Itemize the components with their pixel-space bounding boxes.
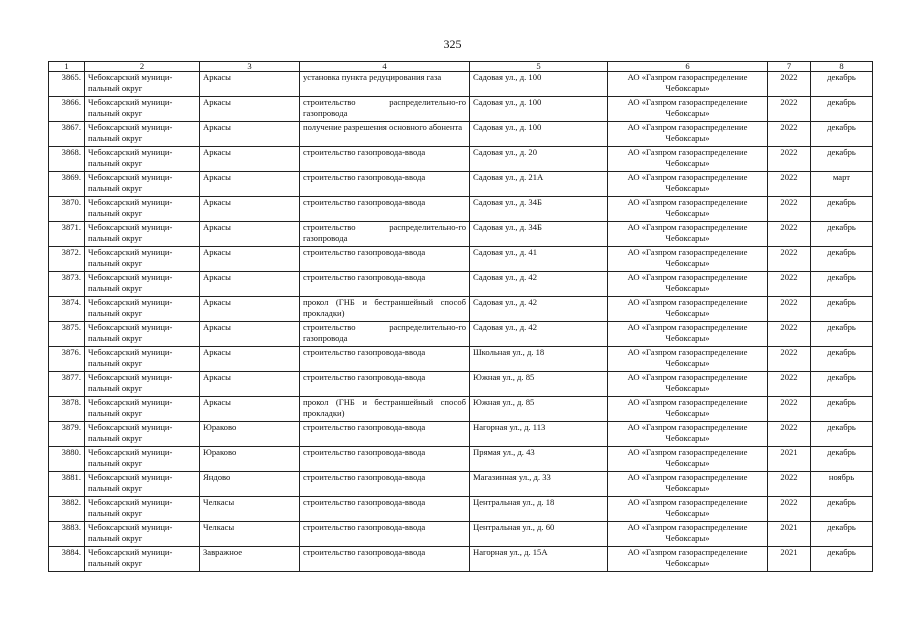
organization-cell: АО «Газпром газораспределение Чебоксары» (608, 172, 768, 197)
column-number: 7 (768, 62, 811, 72)
year-cell: 2022 (768, 422, 811, 447)
settlement-cell: Аркасы (200, 222, 300, 247)
year-cell: 2022 (768, 272, 811, 297)
row-number: 3872. (49, 247, 85, 272)
row-number: 3876. (49, 347, 85, 372)
settlement-cell: Аркасы (200, 347, 300, 372)
district-cell: Чебоксарский муници-пальный округ (85, 422, 200, 447)
page-number: 325 (443, 37, 462, 51)
work-description-cell: строительство газопровода-ввода (300, 197, 470, 222)
address-cell: Садовая ул., д. 21А (470, 172, 608, 197)
table-row (49, 97, 873, 122)
column-number: 2 (85, 62, 200, 72)
district-cell: Чебоксарский муници-пальный округ (85, 197, 200, 222)
address-cell: Прямая ул., д. 43 (470, 447, 608, 472)
year-cell: 2021 (768, 447, 811, 472)
settlement-cell: Аркасы (200, 372, 300, 397)
month-cell: декабрь (811, 122, 873, 147)
month-cell: март (811, 172, 873, 197)
district-cell: Чебоксарский муници-пальный округ (85, 372, 200, 397)
table-row (49, 347, 873, 372)
data-table (48, 61, 873, 572)
district-cell: Чебоксарский муници-пальный округ (85, 322, 200, 347)
address-cell: Центральная ул., д. 18 (470, 497, 608, 522)
work-description-cell: строительство газопровода-ввода (300, 447, 470, 472)
month-cell: декабрь (811, 72, 873, 97)
year-cell: 2022 (768, 397, 811, 422)
year-cell: 2022 (768, 472, 811, 497)
row-number: 3874. (49, 297, 85, 322)
month-cell: декабрь (811, 347, 873, 372)
table-row (49, 422, 873, 447)
address-cell: Садовая ул., д. 42 (470, 297, 608, 322)
table-row (49, 297, 873, 322)
row-number: 3866. (49, 97, 85, 122)
month-cell: декабрь (811, 322, 873, 347)
table-row (49, 247, 873, 272)
year-cell: 2022 (768, 297, 811, 322)
work-description-cell: строительство распределительно-го газопровода (300, 97, 470, 122)
work-description-cell: строительство газопровода-ввода (300, 372, 470, 397)
settlement-cell: Аркасы (200, 97, 300, 122)
organization-cell: АО «Газпром газораспределение Чебоксары» (608, 72, 768, 97)
organization-cell: АО «Газпром газораспределение Чебоксары» (608, 147, 768, 172)
year-cell: 2022 (768, 222, 811, 247)
district-cell: Чебоксарский муници-пальный округ (85, 147, 200, 172)
settlement-cell: Аркасы (200, 72, 300, 97)
table-row (49, 122, 873, 147)
organization-cell: АО «Газпром газораспределение Чебоксары» (608, 547, 768, 572)
district-cell: Чебоксарский муници-пальный округ (85, 497, 200, 522)
column-number-header (49, 62, 873, 72)
row-number: 3871. (49, 222, 85, 247)
address-cell: Садовая ул., д. 20 (470, 147, 608, 172)
year-cell: 2021 (768, 547, 811, 572)
district-cell: Чебоксарский муници-пальный округ (85, 247, 200, 272)
work-description-cell: получение разрешения основного абонента (300, 122, 470, 147)
table-row (49, 172, 873, 197)
year-cell: 2022 (768, 72, 811, 97)
organization-cell: АО «Газпром газораспределение Чебоксары» (608, 497, 768, 522)
month-cell: декабрь (811, 397, 873, 422)
work-description-cell: прокол (ГНБ и бестраншейный способ прокладки) (300, 297, 470, 322)
district-cell: Чебоксарский муници-пальный округ (85, 547, 200, 572)
district-cell: Чебоксарский муници-пальный округ (85, 522, 200, 547)
row-number: 3865. (49, 72, 85, 97)
work-description-cell: строительство газопровода-ввода (300, 472, 470, 497)
year-cell: 2022 (768, 497, 811, 522)
district-cell: Чебоксарский муници-пальный округ (85, 222, 200, 247)
row-number: 3879. (49, 422, 85, 447)
table-row (49, 322, 873, 347)
month-cell: декабрь (811, 97, 873, 122)
settlement-cell: Аркасы (200, 197, 300, 222)
column-number: 6 (608, 62, 768, 72)
row-number: 3877. (49, 372, 85, 397)
address-cell: Нагорная ул., д. 15А (470, 547, 608, 572)
settlement-cell: Юраково (200, 447, 300, 472)
organization-cell: АО «Газпром газораспределение Чебоксары» (608, 222, 768, 247)
work-description-cell: установка пункта редуцирования газа (300, 72, 470, 97)
column-number: 1 (49, 62, 85, 72)
year-cell: 2022 (768, 122, 811, 147)
row-number: 3868. (49, 147, 85, 172)
address-cell: Южная ул., д. 85 (470, 372, 608, 397)
month-cell: декабрь (811, 222, 873, 247)
work-description-cell: строительство распределительно-го газопровода (300, 222, 470, 247)
organization-cell: АО «Газпром газораспределение Чебоксары» (608, 122, 768, 147)
organization-cell: АО «Газпром газораспределение Чебоксары» (608, 97, 768, 122)
row-number: 3878. (49, 397, 85, 422)
month-cell: декабрь (811, 372, 873, 397)
organization-cell: АО «Газпром газораспределение Чебоксары» (608, 397, 768, 422)
work-description-cell: строительство газопровода-ввода (300, 422, 470, 447)
table-row (49, 222, 873, 247)
address-cell: Магазинная ул., д. 33 (470, 472, 608, 497)
work-description-cell: строительство газопровода-ввода (300, 147, 470, 172)
work-description-cell: строительство газопровода-ввода (300, 347, 470, 372)
year-cell: 2022 (768, 347, 811, 372)
settlement-cell: Аркасы (200, 247, 300, 272)
row-number: 3881. (49, 472, 85, 497)
month-cell: декабрь (811, 497, 873, 522)
work-description-cell: строительство газопровода-ввода (300, 547, 470, 572)
table-row (49, 72, 873, 97)
table-row (49, 197, 873, 222)
organization-cell: АО «Газпром газораспределение Чебоксары» (608, 522, 768, 547)
column-number: 8 (811, 62, 873, 72)
month-cell: декабрь (811, 422, 873, 447)
district-cell: Чебоксарский муници-пальный округ (85, 347, 200, 372)
table-row (49, 497, 873, 522)
month-cell: декабрь (811, 272, 873, 297)
row-number: 3883. (49, 522, 85, 547)
year-cell: 2022 (768, 172, 811, 197)
address-cell: Садовая ул., д. 34Б (470, 222, 608, 247)
settlement-cell: Юраково (200, 422, 300, 447)
row-number: 3875. (49, 322, 85, 347)
settlement-cell: Аркасы (200, 172, 300, 197)
table-row (49, 522, 873, 547)
table-row (49, 397, 873, 422)
district-cell: Чебоксарский муници-пальный округ (85, 172, 200, 197)
settlement-cell: Аркасы (200, 397, 300, 422)
year-cell: 2021 (768, 522, 811, 547)
address-cell: Южная ул., д. 85 (470, 397, 608, 422)
table-row (49, 147, 873, 172)
organization-cell: АО «Газпром газораспределение Чебоксары» (608, 422, 768, 447)
settlement-cell: Челкасы (200, 497, 300, 522)
address-cell: Садовая ул., д. 100 (470, 97, 608, 122)
row-number: 3873. (49, 272, 85, 297)
month-cell: ноябрь (811, 472, 873, 497)
district-cell: Чебоксарский муници-пальный округ (85, 447, 200, 472)
table-row (49, 547, 873, 572)
settlement-cell: Аркасы (200, 147, 300, 172)
district-cell: Чебоксарский муници-пальный округ (85, 97, 200, 122)
address-cell: Садовая ул., д. 42 (470, 272, 608, 297)
organization-cell: АО «Газпром газораспределение Чебоксары» (608, 272, 768, 297)
row-number: 3867. (49, 122, 85, 147)
table-row (49, 372, 873, 397)
organization-cell: АО «Газпром газораспределение Чебоксары» (608, 322, 768, 347)
organization-cell: АО «Газпром газораспределение Чебоксары» (608, 197, 768, 222)
settlement-cell: Завражное (200, 547, 300, 572)
year-cell: 2022 (768, 97, 811, 122)
settlement-cell: Яндово (200, 472, 300, 497)
month-cell: декабрь (811, 547, 873, 572)
row-number: 3880. (49, 447, 85, 472)
settlement-cell: Челкасы (200, 522, 300, 547)
work-description-cell: строительство газопровода-ввода (300, 497, 470, 522)
district-cell: Чебоксарский муници-пальный округ (85, 272, 200, 297)
organization-cell: АО «Газпром газораспределение Чебоксары» (608, 247, 768, 272)
row-number: 3884. (49, 547, 85, 572)
address-cell: Нагорная ул., д. 113 (470, 422, 608, 447)
work-description-cell: строительство газопровода-ввода (300, 247, 470, 272)
column-number: 3 (200, 62, 300, 72)
month-cell: декабрь (811, 297, 873, 322)
column-number: 4 (300, 62, 470, 72)
work-description-cell: строительство газопровода-ввода (300, 272, 470, 297)
organization-cell: АО «Газпром газораспределение Чебоксары» (608, 347, 768, 372)
month-cell: декабрь (811, 447, 873, 472)
district-cell: Чебоксарский муници-пальный округ (85, 397, 200, 422)
organization-cell: АО «Газпром газораспределение Чебоксары» (608, 297, 768, 322)
address-cell: Садовая ул., д. 41 (470, 247, 608, 272)
district-cell: Чебоксарский муници-пальный округ (85, 72, 200, 97)
settlement-cell: Аркасы (200, 272, 300, 297)
district-cell: Чебоксарский муници-пальный округ (85, 297, 200, 322)
address-cell: Садовая ул., д. 100 (470, 72, 608, 97)
work-description-cell: прокол (ГНБ и бестраншейный способ прокладки) (300, 397, 470, 422)
month-cell: декабрь (811, 147, 873, 172)
address-cell: Центральная ул., д. 60 (470, 522, 608, 547)
address-cell: Школьная ул., д. 18 (470, 347, 608, 372)
month-cell: декабрь (811, 522, 873, 547)
column-number: 5 (470, 62, 608, 72)
year-cell: 2022 (768, 147, 811, 172)
table-row (49, 472, 873, 497)
year-cell: 2022 (768, 247, 811, 272)
address-cell: Садовая ул., д. 42 (470, 322, 608, 347)
table-row (49, 272, 873, 297)
district-cell: Чебоксарский муници-пальный округ (85, 122, 200, 147)
month-cell: декабрь (811, 197, 873, 222)
organization-cell: АО «Газпром газораспределение Чебоксары» (608, 472, 768, 497)
work-description-cell: строительство газопровода-ввода (300, 522, 470, 547)
year-cell: 2022 (768, 197, 811, 222)
address-cell: Садовая ул., д. 100 (470, 122, 608, 147)
row-number: 3870. (49, 197, 85, 222)
work-description-cell: строительство распределительно-го газопровода (300, 322, 470, 347)
year-cell: 2022 (768, 322, 811, 347)
row-number: 3882. (49, 497, 85, 522)
year-cell: 2022 (768, 372, 811, 397)
table-row (49, 447, 873, 472)
work-description-cell: строительство газопровода-ввода (300, 172, 470, 197)
organization-cell: АО «Газпром газораспределение Чебоксары» (608, 372, 768, 397)
month-cell: декабрь (811, 247, 873, 272)
row-number: 3869. (49, 172, 85, 197)
settlement-cell: Аркасы (200, 322, 300, 347)
district-cell: Чебоксарский муници-пальный округ (85, 472, 200, 497)
settlement-cell: Аркасы (200, 297, 300, 322)
address-cell: Садовая ул., д. 34Б (470, 197, 608, 222)
organization-cell: АО «Газпром газораспределение Чебоксары» (608, 447, 768, 472)
settlement-cell: Аркасы (200, 122, 300, 147)
